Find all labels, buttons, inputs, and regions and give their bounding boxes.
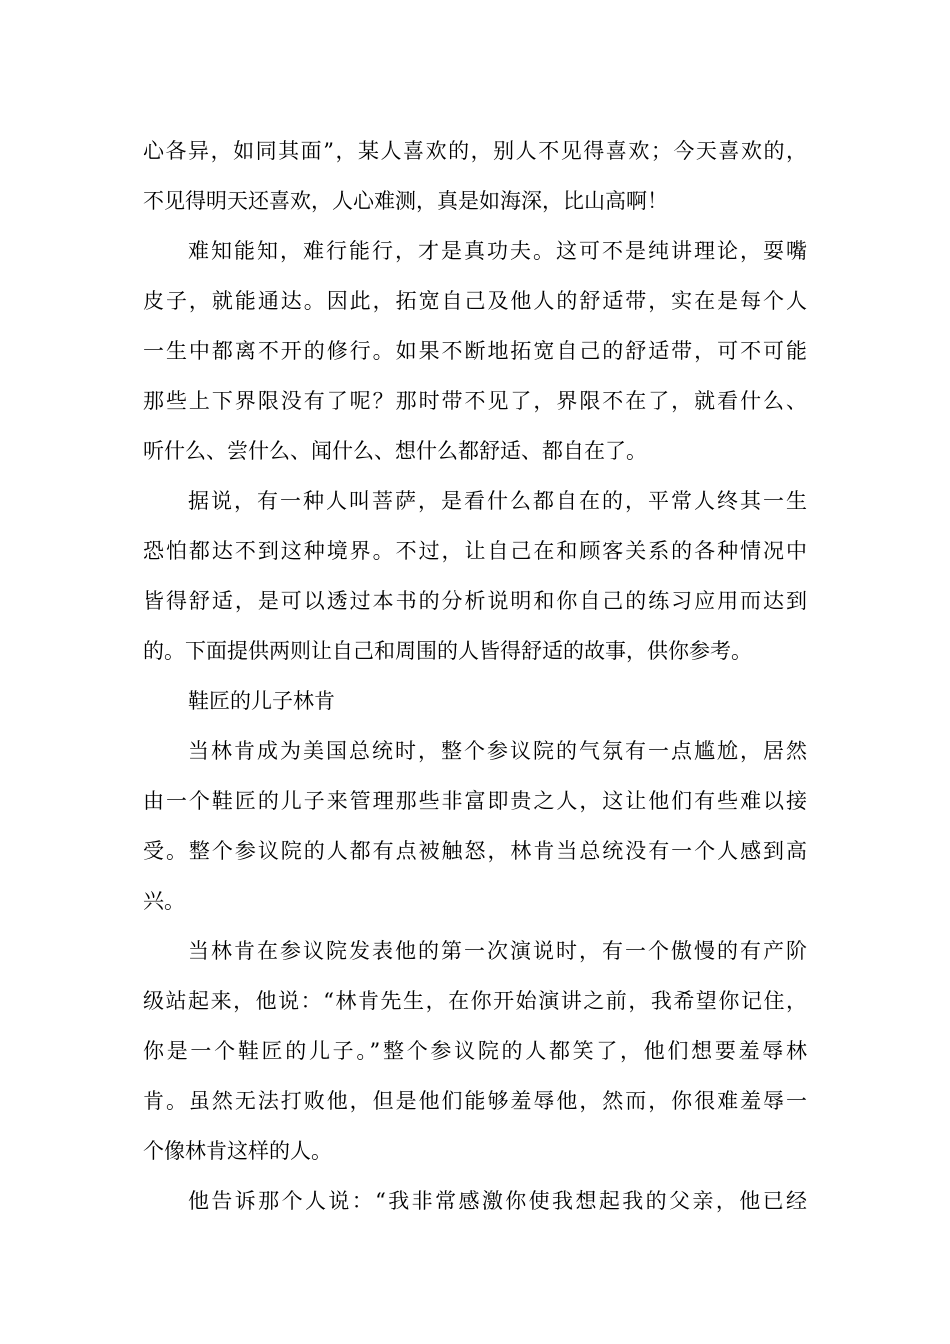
text-line: 据说，有一种人叫菩萨，是看什么都自在的，平常人终其一生 xyxy=(188,489,807,513)
text-line: 皆得舒适，是可以透过本书的分析说明和你自己的练习应用而达到 xyxy=(143,589,807,613)
text-line: 听什么、尝什么、闻什么、想什么都舒适、都自在了。 xyxy=(143,439,647,463)
text-line: 你是一个鞋匠的儿子。”整个参议院的人都笑了，他们想要羞辱林 xyxy=(143,1039,807,1063)
text-line: 心各异，如同其面”，某人喜欢的，别人不见得喜欢；今天喜欢的， xyxy=(143,139,807,163)
text-line: 肯。虽然无法打败他，但是他们能够羞辱他，然而，你很难羞辱一 xyxy=(143,1089,807,1113)
body-text xyxy=(143,126,807,1226)
text-line: 由一个鞋匠的儿子来管理那些非富即贵之人，这让他们有些难以接 xyxy=(143,789,807,813)
text-line: 个像林肯这样的人。 xyxy=(143,1139,332,1163)
text-line: 不见得明天还喜欢，人心难测，真是如海深，比山高啊！ xyxy=(143,189,668,213)
text-line: 那些上下界限没有了呢？那时带不见了，界限不在了，就看什么、 xyxy=(143,389,807,413)
text-line: 恐怕都达不到这种境界。不过，让自己在和顾客关系的各种情况中 xyxy=(143,539,807,563)
text-line: 皮子，就能通达。因此，拓宽自己及他人的舒适带，实在是每个人 xyxy=(143,289,807,313)
text-line: 他告诉那个人说：“我非常感激你使我想起我的父亲，他已经 xyxy=(188,1189,807,1213)
text-line: 级站起来，他说：“林肯先生，在你开始演讲之前，我希望你记住， xyxy=(143,989,807,1013)
text-line: 当林肯成为美国总统时，整个参议院的气氛有一点尴尬，居然 xyxy=(188,739,807,763)
text-line: 当林肯在参议院发表他的第一次演说时，有一个傲慢的有产阶 xyxy=(188,939,807,963)
text-line: 难知能知，难行能行，才是真功夫。这可不是纯讲理论，耍嘴 xyxy=(188,239,807,263)
text-line: 一生中都离不开的修行。如果不断地拓宽自己的舒适带，可不可能 xyxy=(143,339,807,363)
text-line: 的。下面提供两则让自己和周围的人皆得舒适的故事，供你参考。 xyxy=(143,639,752,663)
section-heading: 鞋匠的儿子林肯 xyxy=(188,689,335,713)
text-line: 受。整个参议院的人都有点被触怒，林肯当总统没有一个人感到高 xyxy=(143,839,807,863)
text-line: 兴。 xyxy=(143,889,185,913)
